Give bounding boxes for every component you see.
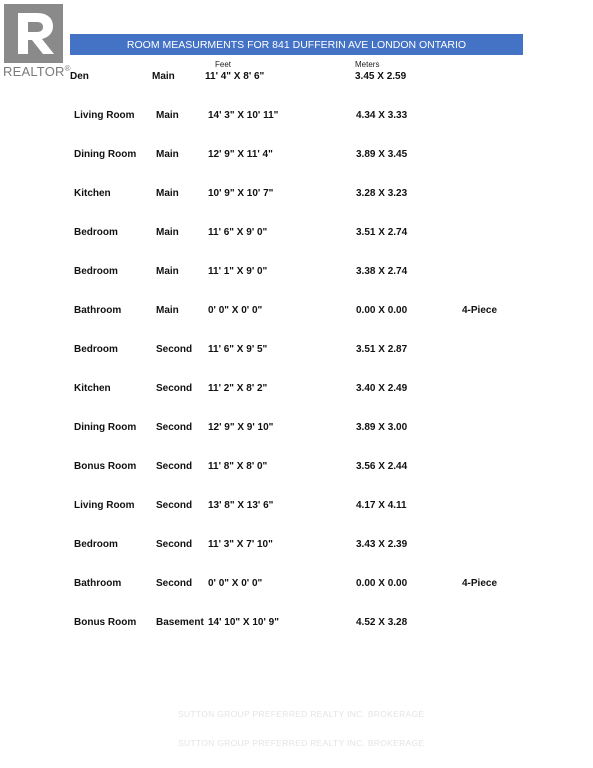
- room-name: Kitchen: [74, 188, 111, 199]
- room-size-meters: 4.34 X 3.33: [356, 110, 408, 121]
- room-size-feet: 12' 9" X 11' 4": [208, 149, 273, 160]
- room-size-feet: 10' 9" X 10' 7": [208, 188, 274, 199]
- room-level: Second: [156, 539, 193, 550]
- room-size-meters: 0.00 X 0.00: [356, 578, 408, 589]
- room-size-meters: 3.89 X 3.45: [356, 149, 408, 160]
- room-size-meters: 3.51 X 2.87: [356, 344, 408, 355]
- room-level: Main: [152, 71, 175, 82]
- room-size-meters: 4.52 X 3.28: [356, 617, 408, 628]
- watermark-line: SUTTON GROUP PREFERRED REALTY INC. BROKERAGE: [178, 738, 425, 748]
- table-row: [0, 305, 593, 319]
- room-name: Bathroom: [74, 305, 122, 316]
- room-size-meters: 0.00 X 0.00: [356, 305, 408, 316]
- room-level: Second: [156, 461, 193, 472]
- room-size-feet: 11' 8" X 8' 0": [208, 461, 268, 472]
- meters-header: Meters: [355, 60, 380, 69]
- room-name: Bedroom: [74, 539, 118, 550]
- room-size-feet: 0' 0" X 0' 0": [208, 578, 263, 589]
- table-row: [0, 266, 593, 280]
- room-level: Second: [156, 383, 193, 394]
- room-size-feet: 11' 2" X 8' 2": [208, 383, 268, 394]
- room-size-meters: 3.56 X 2.44: [356, 461, 408, 472]
- table-row: [0, 110, 593, 124]
- room-size-feet: 14' 10" X 10' 9": [208, 617, 279, 628]
- room-size-feet: 11' 6" X 9' 0": [208, 227, 268, 238]
- table-row: [0, 422, 593, 436]
- room-level: Main: [156, 266, 179, 277]
- room-size-meters: 4.17 X 4.11: [356, 500, 407, 511]
- table-row: [0, 617, 593, 631]
- table-row: [0, 149, 593, 163]
- room-level: Second: [156, 344, 193, 355]
- registered-mark: ®: [64, 64, 71, 73]
- table-row: [0, 227, 593, 241]
- room-name: Bedroom: [74, 227, 118, 238]
- watermark-line: SUTTON GROUP PREFERRED REALTY INC. BROKERAGE: [178, 709, 425, 719]
- room-size-feet: 11' 6" X 9' 5": [208, 344, 268, 355]
- room-level: Second: [156, 578, 193, 589]
- realtor-logo: [0, 0, 70, 82]
- room-size-feet: 11' 3" X 7' 10": [208, 539, 273, 550]
- room-name: Den: [70, 71, 89, 82]
- room-size-meters: 3.28 X 3.23: [356, 188, 408, 199]
- feet-header: Feet: [215, 60, 232, 69]
- table-row: [0, 500, 593, 514]
- room-name: Dining Room: [74, 149, 137, 160]
- realtor-r-logo-icon: [4, 4, 63, 63]
- room-level: Main: [156, 305, 179, 316]
- room-size-feet: 11' 1" X 9' 0": [208, 266, 268, 277]
- table-row: [0, 578, 593, 592]
- room-name: Bedroom: [74, 344, 118, 355]
- room-level: Main: [156, 110, 179, 121]
- room-level: Basement: [156, 617, 204, 628]
- room-size-feet: 14' 3" X 10' 11": [208, 110, 279, 121]
- room-level: Main: [156, 227, 179, 238]
- table-row: [0, 344, 593, 358]
- table-row: [0, 188, 593, 202]
- room-size-feet: 0' 0" X 0' 0": [208, 305, 263, 316]
- room-size-meters: 3.45 X 2.59: [355, 71, 407, 82]
- table-row: [0, 461, 593, 475]
- realtor-logo-text: REALTOR: [3, 64, 65, 79]
- room-size-meters: 3.89 X 3.00: [356, 422, 408, 433]
- room-note: 4-Piece: [462, 578, 498, 589]
- room-name: Living Room: [74, 110, 135, 121]
- room-level: Second: [156, 500, 193, 511]
- room-level: Main: [156, 188, 179, 199]
- room-name: Bonus Room: [74, 461, 137, 472]
- room-size-meters: 3.51 X 2.74: [356, 227, 408, 238]
- room-name: Dining Room: [74, 422, 137, 433]
- room-size-feet: 13' 8" X 13' 6": [208, 500, 274, 511]
- table-row: [0, 383, 593, 397]
- room-size-meters: 3.40 X 2.49: [356, 383, 408, 394]
- table-row: [0, 539, 593, 553]
- room-name: Kitchen: [74, 383, 111, 394]
- title-banner: ROOM MEASURMENTS FOR 841 DUFFERIN AVE LONDON ONTARIO: [70, 34, 523, 55]
- table-row: [0, 71, 593, 85]
- room-name: Bathroom: [74, 578, 122, 589]
- room-level: Second: [156, 422, 193, 433]
- room-size-meters: 3.38 X 2.74: [356, 266, 408, 277]
- room-name: Bonus Room: [74, 617, 137, 628]
- room-name: Bedroom: [74, 266, 118, 277]
- room-level: Main: [156, 149, 179, 160]
- room-name: Living Room: [74, 500, 135, 511]
- room-size-feet: 12' 9" X 9' 10": [208, 422, 274, 433]
- room-size-feet: 11' 4" X 8' 6": [205, 71, 265, 82]
- room-note: 4-Piece: [462, 305, 498, 316]
- room-size-meters: 3.43 X 2.39: [356, 539, 408, 550]
